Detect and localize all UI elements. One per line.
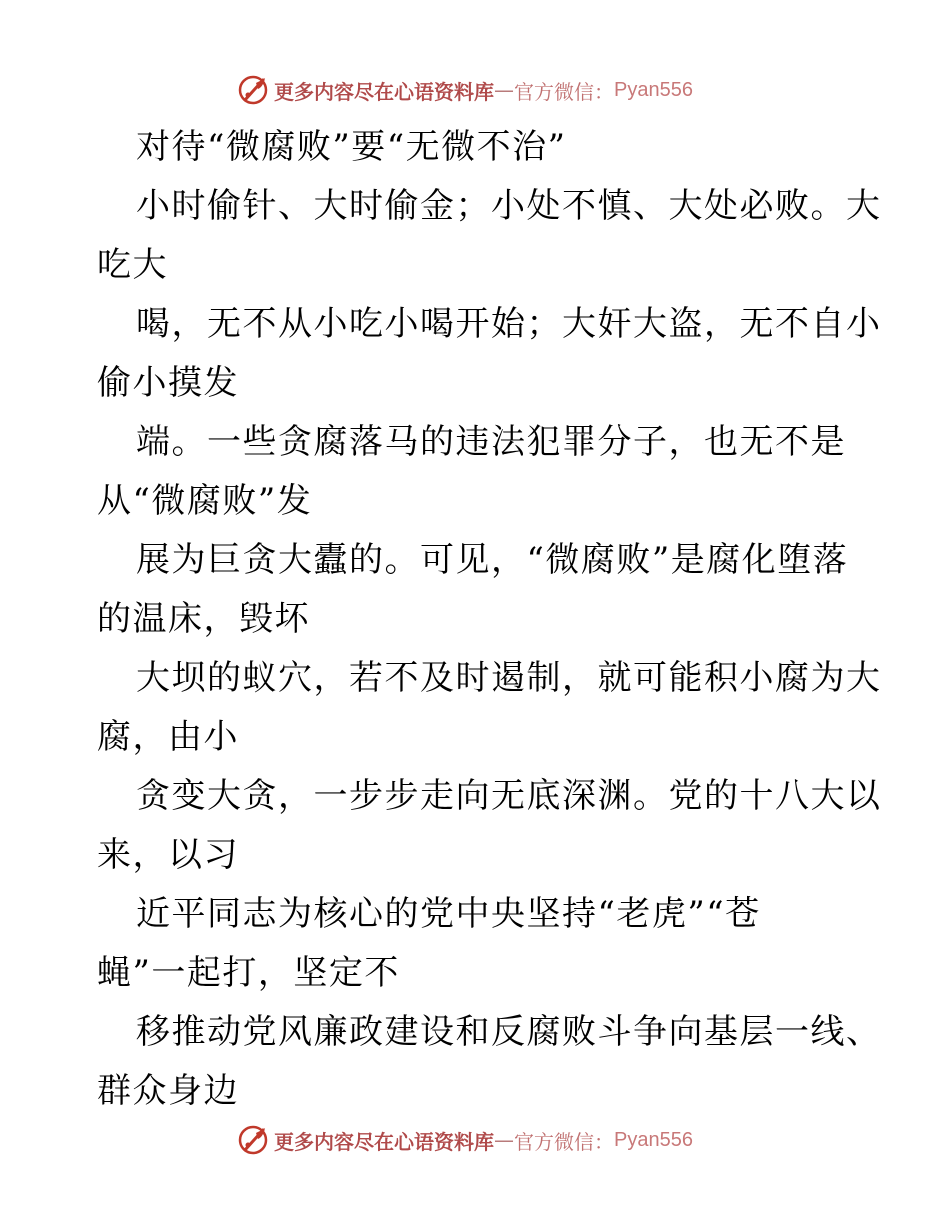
text-line: 来，以习 (97, 835, 239, 875)
header-watermark (236, 72, 693, 108)
text-line: 吃大 (97, 245, 168, 285)
text-line: 大坝的蚁穴，若不及时遏制，就可能积小腐为大 (136, 658, 882, 698)
watermark-dash: — (494, 1128, 514, 1152)
document-body (97, 118, 882, 1121)
watermark-dash: — (494, 78, 514, 102)
text-line: 贪变大贪，一步步走向无底深渊。党的十八大以 (136, 776, 882, 816)
text-line: 偷小摸发 (97, 363, 239, 403)
text-line: 的温床，毁坏 (97, 599, 310, 639)
text-line: 对待“微腐败”要“无微不治” (136, 127, 567, 167)
watermark-main-text: 更多内容尽在心语资料库 (274, 79, 494, 104)
text-line: 端。一些贪腐落马的违法犯罪分子，也无不是 (136, 422, 846, 462)
watermark-id: Pyan556 (614, 1128, 693, 1151)
watermark-sub-text: 官方微信： (514, 79, 614, 104)
text-line: 展为巨贪大蠹的。可见，“微腐败”是腐化堕落 (136, 540, 849, 580)
text-line: 蝇”一起打，坚定不 (97, 953, 400, 993)
text-line: 移推动党风廉政建设和反腐败斗争向基层一线、 (136, 1012, 882, 1052)
quill-logo-icon (236, 1123, 270, 1157)
watermark-main-text: 更多内容尽在心语资料库 (274, 1129, 494, 1154)
watermark-id: Pyan556 (614, 78, 693, 101)
text-line: 喝，无不从小吃小喝开始；大奸大盗，无不自小 (136, 304, 882, 344)
text-line: 从“微腐败”发 (97, 481, 313, 521)
watermark-sub-text: 官方微信： (514, 1129, 614, 1154)
text-line: 群众身边 (97, 1071, 239, 1111)
footer-watermark (236, 1122, 693, 1158)
text-line: 腐，由小 (97, 717, 239, 757)
text-line: 小时偷针、大时偷金；小处不慎、大处必败。大 (136, 186, 882, 226)
quill-logo-icon (236, 73, 270, 107)
text-line: 近平同志为核心的党中央坚持“老虎”“苍 (136, 894, 761, 934)
